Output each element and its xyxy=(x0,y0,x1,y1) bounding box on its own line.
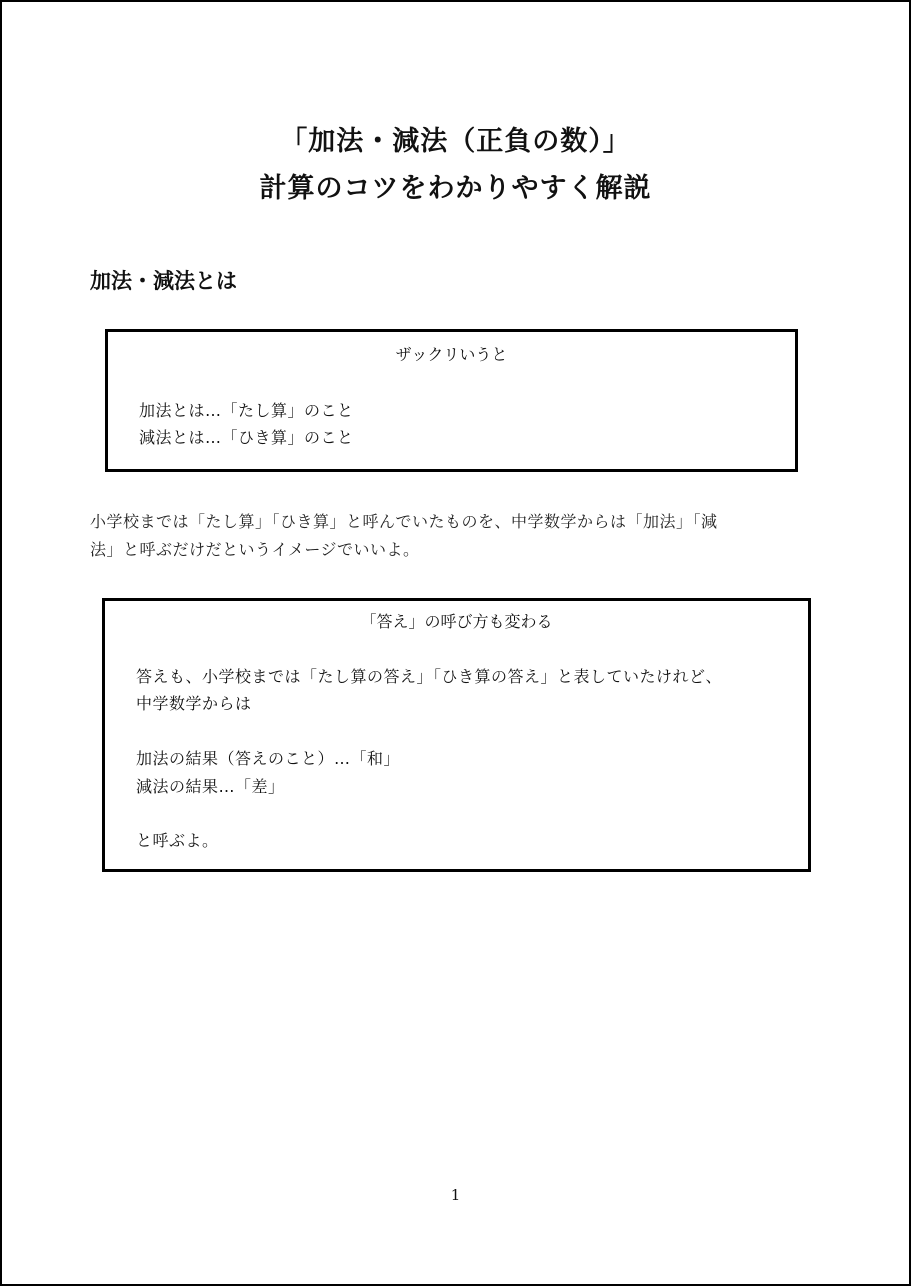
paragraph-line-2: 法」と呼ぶだけだというイメージでいいよ。 xyxy=(90,540,420,559)
section-heading: 加法・減法とは xyxy=(90,269,237,293)
summary-box-title: ザックリいうと xyxy=(395,345,508,364)
summary-line-subtraction: 減法とは…「ひき算」のこと xyxy=(139,428,354,447)
paragraph-line-1: 小学校までは「たし算」「ひき算」と呼んでいたものを、中学数学からは「加法」「減 xyxy=(90,512,718,531)
answer-line-intro: 答えも、小学校までは「たし算の答え」「ひき算の答え」と表していたけれど、 xyxy=(136,667,723,686)
summary-box xyxy=(105,329,798,472)
answer-box xyxy=(102,598,811,872)
page-title-line-1: 「加法・減法（正負の数）」 xyxy=(280,126,631,157)
summary-line-addition: 加法とは…「たし算」のこと xyxy=(139,401,354,420)
page-number: 1 xyxy=(450,1186,461,1204)
answer-line-middle-school: 中学数学からは xyxy=(136,694,252,713)
page-title-line-2: 計算のコツをわかりやすく解説 xyxy=(259,173,652,204)
answer-box-title: 「答え」の呼び方も変わる xyxy=(360,612,553,631)
answer-line-sum: 加法の結果（答えのこと）…「和」 xyxy=(136,749,401,768)
answer-line-closing: と呼ぶよ。 xyxy=(136,831,219,850)
answer-line-difference: 減法の結果…「差」 xyxy=(136,777,285,796)
